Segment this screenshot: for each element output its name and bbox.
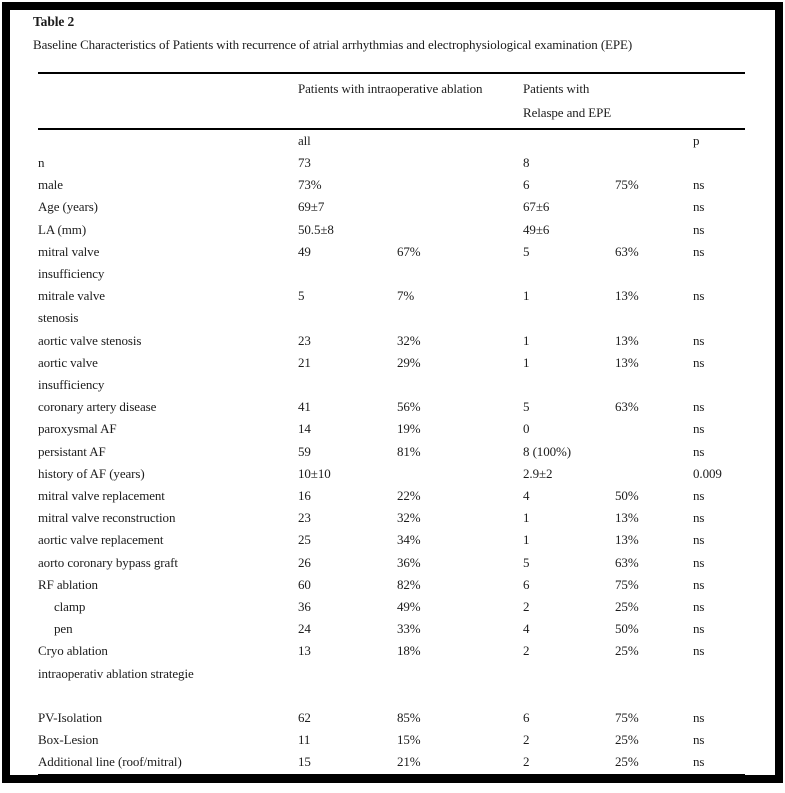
cell-relapse-value: 2 bbox=[523, 599, 530, 615]
cell-ablation-pct: 67% bbox=[397, 243, 421, 259]
row-label: aortic valve bbox=[38, 354, 98, 370]
table-row bbox=[38, 596, 745, 618]
cell-ablation-pct: 85% bbox=[397, 710, 421, 726]
sub-header-empty-cell bbox=[38, 129, 298, 152]
cell-p-value: ns bbox=[693, 288, 705, 304]
cell-relapse-value: 4 bbox=[523, 488, 530, 504]
cell-ablation-pct bbox=[397, 307, 523, 329]
table-row bbox=[38, 307, 745, 329]
cell-ablation-pct: 56% bbox=[397, 399, 421, 415]
cell-relapse-pct bbox=[615, 307, 693, 329]
cell-relapse-pct bbox=[615, 418, 693, 440]
group-header-relapse-line1: Patients with bbox=[523, 81, 590, 96]
cell-ablation-value: 15 bbox=[298, 751, 397, 774]
cell-relapse-pct: 50% bbox=[615, 621, 639, 637]
table-row bbox=[38, 352, 745, 374]
cell-relapse-pct bbox=[615, 685, 693, 707]
group-header-ablation bbox=[298, 73, 523, 129]
table-row bbox=[38, 241, 745, 263]
cell-relapse-pct: 13% bbox=[615, 532, 639, 548]
cell-relapse-pct: 63% bbox=[615, 243, 639, 259]
cell-ablation-value: 14 bbox=[298, 421, 311, 437]
cell-relapse-value: 0 bbox=[523, 421, 530, 437]
row-label: stenosis bbox=[38, 310, 79, 326]
cell-relapse-pct: 63% bbox=[615, 399, 639, 415]
row-label: Box-Lesion bbox=[38, 732, 99, 748]
table-row bbox=[38, 152, 745, 174]
cell-relapse-pct: 25% bbox=[615, 751, 693, 774]
cell-ablation-pct: 81% bbox=[397, 443, 421, 459]
table-row bbox=[38, 707, 745, 729]
cell-relapse-pct bbox=[615, 374, 693, 396]
row-label: persistant AF bbox=[38, 443, 106, 459]
cell-p-value: ns bbox=[693, 576, 705, 592]
cell-relapse-value: 1 bbox=[523, 354, 530, 370]
row-label: Age (years) bbox=[38, 199, 98, 215]
table-title: Table 2 bbox=[33, 14, 75, 29]
cell-relapse-pct: 13% bbox=[615, 288, 639, 304]
cell-ablation-pct bbox=[397, 174, 523, 196]
cell-relapse-pct: 13% bbox=[615, 510, 639, 526]
cell-relapse-pct bbox=[615, 152, 693, 174]
table-body bbox=[38, 152, 745, 775]
sub-header-spacer bbox=[615, 129, 693, 152]
cell-p-value bbox=[693, 374, 745, 396]
cell-ablation-pct: 36% bbox=[397, 554, 421, 570]
row-label: aorto coronary bypass graft bbox=[38, 554, 178, 570]
cell-relapse-value bbox=[523, 263, 615, 285]
cell-relapse-pct bbox=[615, 219, 693, 241]
table-row bbox=[38, 330, 745, 352]
table-row bbox=[38, 196, 745, 218]
cell-ablation-pct bbox=[397, 663, 523, 685]
cell-relapse-pct: 75% bbox=[615, 576, 639, 592]
cell-relapse-value bbox=[523, 374, 615, 396]
cell-relapse-value: 8 bbox=[523, 155, 530, 170]
row-label: aortic valve stenosis bbox=[38, 332, 142, 348]
table-row bbox=[38, 529, 745, 551]
cell-relapse-pct: 13% bbox=[615, 332, 639, 348]
cell-p-value: ns bbox=[693, 443, 705, 459]
cell-ablation-pct: 19% bbox=[397, 421, 421, 437]
cell-relapse-value: 2 bbox=[523, 732, 530, 748]
cell-relapse-pct: 50% bbox=[615, 488, 639, 504]
cell-p-value: ns bbox=[693, 532, 705, 548]
table-row bbox=[38, 441, 745, 463]
cell-relapse-pct bbox=[615, 196, 693, 218]
cell-ablation-pct bbox=[397, 685, 523, 707]
cell-relapse-pct: 75% bbox=[615, 177, 639, 193]
cell-relapse-value: 4 bbox=[523, 621, 530, 637]
row-label: insufficiency bbox=[38, 377, 105, 393]
row-label: mitral valve bbox=[38, 243, 100, 259]
cell-relapse-value: 2 bbox=[523, 751, 615, 774]
cell-p-value: ns bbox=[693, 177, 705, 193]
cell-p-value bbox=[693, 685, 745, 707]
cell-ablation-pct: 34% bbox=[397, 532, 421, 548]
row-label: Cryo ablation bbox=[38, 643, 108, 659]
cell-p-value: ns bbox=[693, 243, 705, 259]
table-row bbox=[38, 552, 745, 574]
cell-p-value: 0.009 bbox=[693, 465, 722, 481]
cell-p-value: ns bbox=[693, 421, 705, 437]
cell-ablation-value: 62 bbox=[298, 710, 311, 726]
row-label: PV-Isolation bbox=[38, 710, 103, 726]
cell-relapse-value: 6 bbox=[523, 576, 530, 592]
table-row bbox=[38, 663, 745, 685]
cell-relapse-pct: 25% bbox=[615, 599, 639, 615]
cell-p-value: ns bbox=[693, 199, 705, 215]
cell-p-value: ns bbox=[693, 354, 705, 370]
cell-ablation-pct: 32% bbox=[397, 510, 421, 526]
cell-relapse-value bbox=[523, 307, 615, 329]
table-row bbox=[38, 396, 745, 418]
table-row bbox=[38, 574, 745, 596]
cell-ablation-value: 23 bbox=[298, 332, 311, 348]
table-row bbox=[38, 485, 745, 507]
baseline-characteristics-table bbox=[38, 72, 745, 776]
cell-relapse-value: 6 bbox=[523, 177, 530, 193]
cell-ablation-value: 49 bbox=[298, 243, 311, 259]
row-label: male bbox=[38, 177, 63, 193]
table-row bbox=[38, 463, 745, 485]
cell-ablation-pct: 29% bbox=[397, 354, 421, 370]
cell-ablation-value: 10±10 bbox=[298, 465, 331, 481]
table-row bbox=[38, 640, 745, 662]
row-label: mitral valve reconstruction bbox=[38, 510, 176, 526]
cell-ablation-pct bbox=[397, 263, 523, 285]
cell-ablation-value bbox=[298, 374, 397, 396]
cell-ablation-pct bbox=[397, 374, 523, 396]
sub-header-spacer bbox=[397, 129, 523, 152]
cell-ablation-value: 25 bbox=[298, 532, 311, 548]
table-row bbox=[38, 418, 745, 440]
sub-header-all: all bbox=[298, 133, 311, 148]
row-label: aortic valve replacement bbox=[38, 532, 164, 548]
table-row bbox=[38, 263, 745, 285]
table-row bbox=[38, 507, 745, 529]
cell-ablation-value: 73 bbox=[298, 155, 311, 170]
cell-ablation-pct: 15% bbox=[397, 732, 421, 748]
cell-p-value: ns bbox=[693, 399, 705, 415]
cell-p-value: ns bbox=[693, 643, 705, 659]
row-label: coronary artery disease bbox=[38, 399, 157, 415]
cell-ablation-pct bbox=[397, 196, 523, 218]
page-frame bbox=[2, 2, 783, 783]
cell-ablation-pct bbox=[397, 219, 523, 241]
cell-relapse-value: 2.9±2 bbox=[523, 465, 553, 481]
cell-p-value: ns bbox=[693, 510, 705, 526]
table-row bbox=[38, 685, 745, 707]
cell-ablation-value: 24 bbox=[298, 621, 311, 637]
cell-p-value bbox=[693, 152, 745, 174]
cell-ablation-pct: 32% bbox=[397, 332, 421, 348]
row-label: n bbox=[38, 155, 45, 170]
cell-p-value: ns bbox=[693, 221, 705, 237]
cell-ablation-pct: 18% bbox=[397, 643, 421, 659]
cell-relapse-value: 67±6 bbox=[523, 199, 550, 215]
cell-ablation-value: 23 bbox=[298, 510, 311, 526]
cell-ablation-pct: 7% bbox=[397, 288, 415, 304]
table-row bbox=[38, 219, 745, 241]
cell-ablation-pct bbox=[397, 463, 523, 485]
row-label: mitrale valve bbox=[38, 288, 105, 304]
row-label: RF ablation bbox=[38, 576, 98, 592]
cell-relapse-value: 6 bbox=[523, 710, 530, 726]
cell-p-value: ns bbox=[693, 732, 705, 748]
cell-relapse-pct bbox=[615, 263, 693, 285]
cell-ablation-value: 16 bbox=[298, 488, 311, 504]
row-label: mitral valve replacement bbox=[38, 488, 165, 504]
cell-relapse-value: 5 bbox=[523, 243, 530, 259]
cell-ablation-pct: 49% bbox=[397, 599, 421, 615]
cell-ablation-value bbox=[298, 685, 397, 707]
cell-p-value: ns bbox=[693, 488, 705, 504]
table-row bbox=[38, 618, 745, 640]
cell-ablation-value: 69±7 bbox=[298, 199, 325, 215]
row-label: intraoperativ ablation strategie bbox=[38, 665, 194, 681]
cell-relapse-pct: 75% bbox=[615, 710, 639, 726]
cell-relapse-value: 1 bbox=[523, 510, 530, 526]
cell-relapse-pct bbox=[615, 441, 693, 463]
cell-relapse-value: 1 bbox=[523, 288, 530, 304]
cell-ablation-pct: 22% bbox=[397, 488, 421, 504]
group-header-relapse-line2: Relaspe and EPE bbox=[523, 105, 612, 120]
row-label bbox=[38, 685, 298, 707]
table-subtitle: Baseline Characteristics of Patients with recurrence of atrial arrhythmias and electrophysiological examination (EPE) bbox=[33, 37, 633, 52]
cell-ablation-value: 11 bbox=[298, 732, 311, 748]
group-header-ablation-label: Patients with intraoperative ablation bbox=[298, 81, 483, 96]
cell-relapse-pct: 13% bbox=[615, 354, 639, 370]
cell-ablation-value: 5 bbox=[298, 288, 305, 304]
cell-ablation-value: 73% bbox=[298, 177, 322, 193]
cell-ablation-value: 26 bbox=[298, 554, 311, 570]
table-row bbox=[38, 285, 745, 307]
table-row bbox=[38, 174, 745, 196]
cell-p-value: ns bbox=[693, 332, 705, 348]
sub-header-spacer bbox=[523, 129, 615, 152]
cell-p-value bbox=[693, 663, 745, 685]
table-row bbox=[38, 751, 745, 774]
cell-p-value: ns bbox=[693, 710, 705, 726]
row-label: Additional line (roof/mitral) bbox=[38, 751, 298, 774]
cell-ablation-value: 50.5±8 bbox=[298, 221, 334, 237]
cell-ablation-value bbox=[298, 663, 397, 685]
cell-ablation-pct: 82% bbox=[397, 576, 421, 592]
row-label: insufficiency bbox=[38, 266, 105, 282]
cell-relapse-value: 5 bbox=[523, 554, 530, 570]
cell-relapse-pct: 25% bbox=[615, 643, 639, 659]
table-row bbox=[38, 374, 745, 396]
cell-relapse-value: 1 bbox=[523, 332, 530, 348]
cell-p-value: ns bbox=[693, 599, 705, 615]
cell-ablation-pct: 21% bbox=[397, 751, 523, 774]
cell-relapse-pct: 25% bbox=[615, 732, 639, 748]
cell-ablation-value: 36 bbox=[298, 599, 311, 615]
table-row bbox=[38, 729, 745, 751]
group-header-relapse bbox=[523, 73, 745, 129]
sub-header-row bbox=[38, 129, 745, 152]
cell-relapse-value: 1 bbox=[523, 532, 530, 548]
cell-relapse-value bbox=[523, 685, 615, 707]
cell-p-value: ns bbox=[693, 751, 745, 774]
cell-relapse-value: 2 bbox=[523, 643, 530, 659]
cell-ablation-pct bbox=[397, 152, 523, 174]
cell-ablation-value: 13 bbox=[298, 643, 311, 659]
group-header-empty-cell bbox=[38, 73, 298, 129]
cell-ablation-value: 60 bbox=[298, 576, 311, 592]
row-label: pen bbox=[54, 621, 73, 637]
row-label: history of AF (years) bbox=[38, 465, 145, 481]
cell-ablation-value: 21 bbox=[298, 354, 311, 370]
cell-p-value: ns bbox=[693, 554, 705, 570]
cell-p-value bbox=[693, 263, 745, 285]
cell-ablation-value bbox=[298, 307, 397, 329]
cell-relapse-pct bbox=[615, 463, 693, 485]
cell-ablation-value bbox=[298, 263, 397, 285]
cell-relapse-value: 49±6 bbox=[523, 221, 550, 237]
cell-relapse-value: 5 bbox=[523, 399, 530, 415]
cell-relapse-value bbox=[523, 663, 615, 685]
row-label: paroxysmal AF bbox=[38, 421, 117, 437]
group-header-row bbox=[38, 73, 745, 129]
cell-ablation-pct: 33% bbox=[397, 621, 421, 637]
row-label: LA (mm) bbox=[38, 221, 87, 237]
cell-relapse-pct bbox=[615, 663, 693, 685]
cell-ablation-value: 59 bbox=[298, 443, 311, 459]
cell-p-value bbox=[693, 307, 745, 329]
cell-relapse-value: 8 (100%) bbox=[523, 443, 571, 459]
sub-header-p: p bbox=[693, 133, 700, 148]
cell-relapse-pct: 63% bbox=[615, 554, 639, 570]
cell-p-value: ns bbox=[693, 621, 705, 637]
cell-ablation-value: 41 bbox=[298, 399, 311, 415]
row-label: clamp bbox=[54, 599, 86, 615]
